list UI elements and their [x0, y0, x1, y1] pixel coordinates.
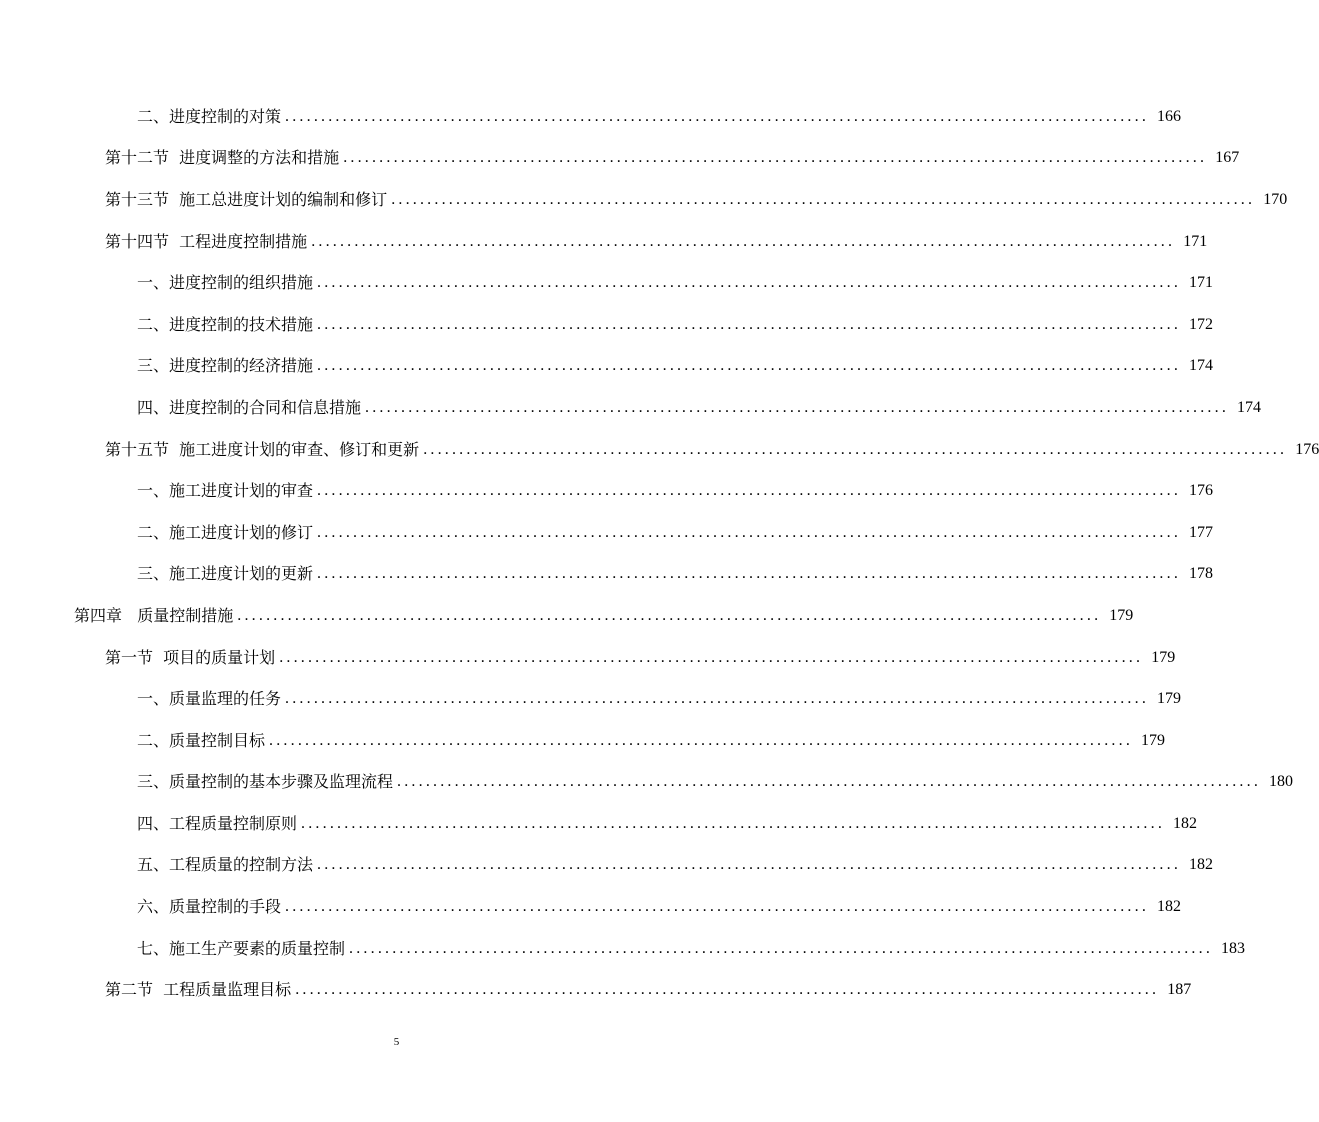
toc-entry[interactable]	[0, 803, 1198, 845]
toc-dot-leader: ........................................................................................................................	[285, 107, 1150, 125]
toc-dot-leader: ........................................................................................................................	[237, 606, 1102, 624]
toc-entry[interactable]	[0, 554, 1214, 596]
toc-dot-leader: ........................................................................................................................	[285, 690, 1150, 708]
page-number: 5	[393, 1036, 400, 1048]
toc-entry-page: 166	[1157, 107, 1182, 125]
toc-dot-leader: ........................................................................................................................	[295, 981, 1160, 999]
toc-entry-page: 179	[1151, 648, 1176, 666]
toc-entry[interactable]	[0, 762, 1294, 804]
toc-dot-leader: ........................................................................................................................	[311, 232, 1176, 250]
toc-entry-page: 178	[1189, 565, 1214, 583]
toc-dot-leader: ........................................................................................................................	[269, 731, 1134, 749]
toc-entry[interactable]	[0, 637, 1176, 679]
toc-entry[interactable]	[0, 595, 1134, 637]
toc-entry-page: 171	[1183, 232, 1208, 250]
toc-entry[interactable]	[0, 304, 1214, 346]
toc-entry-page: 174	[1189, 357, 1214, 375]
toc-entry-page: 183	[1221, 939, 1246, 957]
toc-entry[interactable]	[0, 387, 1262, 429]
toc-entry-title: 第十三节 施工总进度计划的编制和修订	[105, 189, 388, 209]
toc-entry-page: 180	[1269, 773, 1294, 791]
toc-entry[interactable]	[0, 138, 1240, 180]
toc-entry[interactable]	[0, 969, 1192, 1011]
toc-dot-leader: ........................................................................................................................	[317, 274, 1182, 292]
toc-entry-title: 第十五节 施工进度计划的审查、修订和更新	[105, 439, 420, 459]
toc-entry-page: 182	[1157, 898, 1182, 916]
toc-entry[interactable]	[0, 845, 1214, 887]
toc-entry[interactable]	[0, 886, 1182, 928]
toc-entry-title: 三、进度控制的经济措施	[137, 356, 314, 376]
toc-entry-title: 二、进度控制的技术措施	[137, 314, 314, 334]
toc-entry-page: 187	[1167, 981, 1192, 999]
toc-entry-title: 七、施工生产要素的质量控制	[137, 938, 346, 958]
toc-entry-page: 179	[1109, 606, 1134, 624]
toc-entry[interactable]	[0, 512, 1214, 554]
toc-dot-leader: ........................................................................................................................	[391, 190, 1256, 208]
toc-entry[interactable]	[0, 262, 1214, 304]
toc-entry-title: 四、进度控制的合同和信息措施	[137, 397, 362, 417]
toc-entry-page: 177	[1189, 523, 1214, 541]
toc-entry-page: 182	[1173, 814, 1198, 832]
toc-entry-title: 六、质量控制的手段	[137, 897, 282, 917]
toc-entry-title: 二、质量控制目标	[137, 730, 266, 750]
toc-entry-title: 二、进度控制的对策	[137, 106, 282, 126]
toc-entry[interactable]	[0, 179, 1288, 221]
toc-entry-page: 171	[1189, 274, 1214, 292]
toc-entry[interactable]	[0, 429, 1319, 471]
toc-entry-page: 179	[1157, 690, 1182, 708]
toc-entry-page: 172	[1189, 315, 1214, 333]
toc-entry-title: 第一节 项目的质量计划	[105, 647, 276, 667]
toc-entry-page: 170	[1263, 190, 1288, 208]
toc-entry[interactable]	[0, 720, 1166, 762]
toc-entry-page: 167	[1215, 149, 1240, 167]
toc-dot-leader: ........................................................................................................................	[397, 773, 1262, 791]
toc-entry-title: 一、进度控制的组织措施	[137, 273, 314, 293]
toc-dot-leader: ........................................................................................................................	[317, 357, 1182, 375]
toc-entry[interactable]	[0, 470, 1214, 512]
toc-entry-title: 三、施工进度计划的更新	[137, 564, 314, 584]
toc-entry-title: 五、工程质量的控制方法	[137, 855, 314, 875]
toc-entry-page: 176	[1295, 440, 1319, 458]
toc-entry-page: 174	[1237, 398, 1262, 416]
toc-entry-title: 一、质量监理的任务	[137, 689, 282, 709]
toc-dot-leader: ........................................................................................................................	[285, 898, 1150, 916]
toc-dot-leader: ........................................................................................................................	[279, 648, 1144, 666]
toc-entry-title: 四、工程质量控制原则	[137, 813, 298, 833]
table-of-contents	[0, 96, 1319, 1011]
toc-entry-title: 一、施工进度计划的审查	[137, 481, 314, 501]
toc-entry-page: 179	[1141, 731, 1166, 749]
toc-entry-title: 第四章 质量控制措施	[74, 605, 234, 625]
toc-entry[interactable]	[0, 346, 1214, 388]
toc-entry[interactable]	[0, 928, 1246, 970]
toc-entry[interactable]	[0, 221, 1208, 263]
toc-dot-leader: ........................................................................................................................	[317, 523, 1182, 541]
toc-entry-title: 二、施工进度计划的修订	[137, 522, 314, 542]
toc-entry[interactable]	[0, 96, 1182, 138]
toc-entry-page: 182	[1189, 856, 1214, 874]
toc-entry-title: 三、质量控制的基本步骤及监理流程	[137, 772, 394, 792]
toc-dot-leader: ........................................................................................................................	[317, 482, 1182, 500]
toc-dot-leader: ........................................................................................................................	[349, 939, 1214, 957]
toc-entry-title: 第二节 工程质量监理目标	[105, 980, 292, 1000]
toc-entry[interactable]	[0, 678, 1182, 720]
toc-entry-title: 第十二节 进度调整的方法和措施	[105, 148, 340, 168]
toc-dot-leader: ........................................................................................................................	[317, 565, 1182, 583]
toc-dot-leader: ........................................................................................................................	[365, 398, 1230, 416]
toc-dot-leader: ........................................................................................................................	[317, 856, 1182, 874]
toc-entry-page: 176	[1189, 482, 1214, 500]
toc-entry-title: 第十四节 工程进度控制措施	[105, 231, 308, 251]
toc-dot-leader: ........................................................................................................................	[423, 440, 1288, 458]
toc-dot-leader: ........................................................................................................................	[317, 315, 1182, 333]
toc-dot-leader: ........................................................................................................................	[301, 814, 1166, 832]
toc-dot-leader: ........................................................................................................................	[343, 149, 1208, 167]
